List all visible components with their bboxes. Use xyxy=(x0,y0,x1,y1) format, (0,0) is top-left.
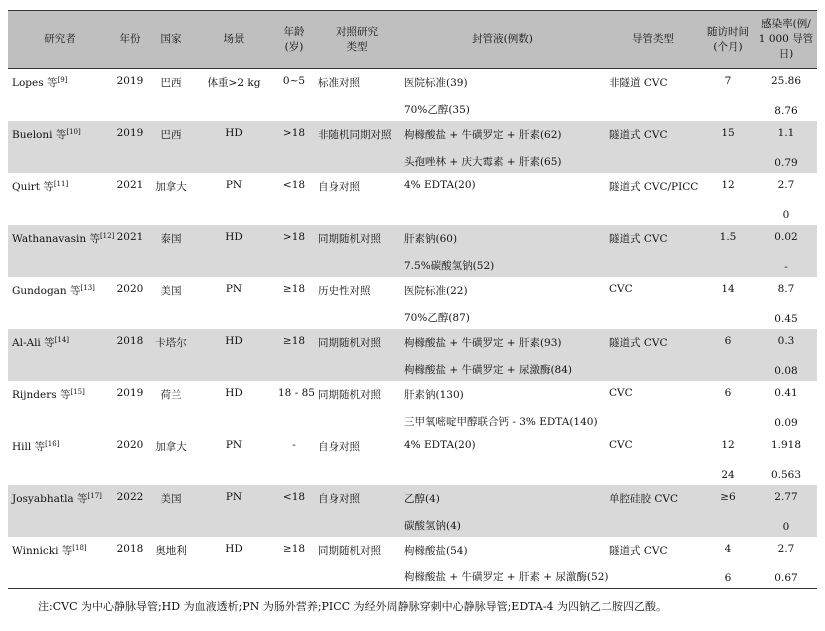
citation-ref: [13] xyxy=(80,283,95,292)
cell-age: - xyxy=(292,438,296,451)
table-row xyxy=(8,121,817,147)
cell-country xyxy=(148,95,194,121)
cell-researcher xyxy=(8,277,112,303)
table-row xyxy=(8,199,817,225)
cell-infection-rate: 25.86 xyxy=(770,75,802,87)
study-group xyxy=(8,225,817,277)
cell-control-type: 同期随机对照 xyxy=(318,544,381,557)
citation-ref: [17] xyxy=(87,491,102,500)
cell-infection-rate: 0.67 xyxy=(755,563,817,589)
cell-scene xyxy=(194,407,274,433)
cell-follow-up: 6 xyxy=(724,386,732,399)
col-header-control-l1: 对照研究 xyxy=(336,25,378,38)
cell-country: 巴西 xyxy=(160,77,182,89)
cell-lock-solution: 头孢唑林 + 庆大霉素 + 肝素(65) xyxy=(400,147,605,173)
cell-infection-rate: 0.09 xyxy=(774,416,798,429)
col-header-inf-l2: 1 000 导管日) xyxy=(758,33,814,60)
cell-infection-rate: 0 xyxy=(782,208,790,221)
cell-catheter: 隧道式 CVC xyxy=(609,544,668,557)
col-header-infection-rate xyxy=(755,11,817,69)
cell-scene xyxy=(194,303,274,329)
col-header-country: 国家 xyxy=(148,11,194,69)
cell-infection-rate: 1.918 xyxy=(770,438,802,451)
cell-catheter: 隧道式 CVC/PICC xyxy=(609,180,699,193)
cell-country: 荷兰 xyxy=(160,388,182,401)
cell-catheter xyxy=(605,303,701,329)
cell-researcher xyxy=(8,303,112,329)
cell-age: 18 - 85 xyxy=(278,386,315,399)
cell-researcher xyxy=(8,407,112,433)
table-row xyxy=(8,485,817,511)
cell-control-type: 同期随机对照 xyxy=(314,225,400,251)
table-row xyxy=(8,147,817,173)
cell-catheter: 隧道式 CVC xyxy=(605,121,701,147)
citation-ref: [12] xyxy=(99,231,115,240)
cell-year xyxy=(112,95,148,121)
table-row xyxy=(8,303,817,329)
cell-catheter: 隧道式 CVC xyxy=(605,329,701,355)
cell-country xyxy=(148,563,194,589)
cell-lock-solution: 枸橼酸盐 + 牛磺罗定 + 肝素(62) xyxy=(400,121,605,147)
table-row xyxy=(8,173,817,199)
citation-ref: [16] xyxy=(45,439,60,448)
cell-scene: 体重>2 kg xyxy=(207,77,261,89)
cell-lock-solution: 医院标准(39) xyxy=(404,77,468,89)
cell-follow-up: 6 xyxy=(701,329,755,355)
cell-year: 2021 xyxy=(112,225,148,251)
cell-infection-rate: 2.7 xyxy=(777,542,795,555)
col-header-scene: 场景 xyxy=(194,11,274,69)
cell-lock-solution: 70%乙醇(35) xyxy=(404,103,470,116)
cell-infection-rate: 1.1 xyxy=(755,121,817,147)
cell-lock-solution xyxy=(400,459,605,485)
cell-follow-up xyxy=(701,407,755,433)
cell-age: 0~5 xyxy=(282,75,306,87)
cell-country xyxy=(148,355,194,381)
cell-control-type xyxy=(314,251,400,277)
cell-age: ≥18 xyxy=(282,542,306,555)
researcher-name: Gundogan 等 xyxy=(12,284,81,297)
col-header-follow-l1: 随访时间 xyxy=(707,25,749,38)
table-footnote: 注:CVC 为中心静脉导管;HD 为血液透析;PN 为肠外营养;PICC 为经外周静脉穿刺中心静脉导管;EDTA-4 为四钠乙二胺四乙酸。 xyxy=(38,600,668,613)
cell-control-type: 自身对照 xyxy=(314,485,400,511)
cell-scene xyxy=(194,511,274,537)
cell-control-type xyxy=(314,303,400,329)
cell-country xyxy=(148,303,194,329)
citation-ref: [10] xyxy=(66,127,81,136)
cell-age: >18 xyxy=(274,225,314,251)
cell-follow-up: 14 xyxy=(721,282,735,295)
cell-scene: PN xyxy=(225,438,243,451)
cell-lock-solution: 碳酸氢钠(4) xyxy=(400,511,605,537)
cell-age xyxy=(274,355,314,381)
cell-year xyxy=(112,563,148,589)
cell-scene: PN xyxy=(194,485,274,511)
table-header-row xyxy=(8,11,817,69)
cell-follow-up: 15 xyxy=(701,121,755,147)
col-header-researcher: 研究者 xyxy=(8,11,112,69)
cell-control-type xyxy=(314,459,400,485)
cell-lock-solution: 三甲氧嘧啶甲醇联合钙 - 3% EDTA(140) xyxy=(404,415,598,428)
cell-country xyxy=(148,511,194,537)
cell-lock-solution: 7.5%碳酸氢钠(52) xyxy=(400,251,605,277)
cell-scene: HD xyxy=(194,225,274,251)
cell-infection-rate: 0.45 xyxy=(774,312,798,325)
cell-country: 加拿大 xyxy=(155,440,187,453)
cell-lock-solution: 肝素钠(60) xyxy=(400,225,605,251)
researcher-name: Lopes 等 xyxy=(12,77,58,89)
citation-ref: [18] xyxy=(72,543,87,552)
cell-researcher xyxy=(8,563,112,589)
cell-control-type xyxy=(314,95,400,121)
cell-year: 2022 xyxy=(112,485,148,511)
cell-lock-solution xyxy=(400,199,605,225)
cell-year: 2021 xyxy=(116,178,144,191)
col-header-catheter: 导管类型 xyxy=(605,11,701,69)
cell-scene: HD xyxy=(194,329,274,355)
col-header-inf-l1: 感染率(例/ xyxy=(761,18,811,30)
cell-scene: HD xyxy=(225,386,243,399)
cell-researcher xyxy=(8,121,112,147)
table-row xyxy=(8,537,817,563)
cell-year: 2020 xyxy=(116,438,144,451)
study-group xyxy=(8,121,817,173)
cell-lock-solution: 枸橼酸盐 + 牛磺罗定 + 肝素 + 尿激酶(52) xyxy=(400,563,605,589)
cell-follow-up: 1.5 xyxy=(701,225,755,251)
table-row xyxy=(8,433,817,459)
cell-year: 2020 xyxy=(116,282,144,295)
cell-follow-up xyxy=(701,251,755,277)
researcher-name: Al-Ali 等 xyxy=(12,336,55,349)
cell-catheter: 非隧道 CVC xyxy=(609,77,668,89)
cell-lock-solution: 4% EDTA(20) xyxy=(404,178,476,191)
cell-catheter xyxy=(605,147,701,173)
cell-catheter xyxy=(605,459,701,485)
cell-age xyxy=(274,95,314,121)
researcher-name: Wathanavasin 等 xyxy=(12,232,100,245)
cell-infection-rate: 8.7 xyxy=(777,282,795,295)
cell-follow-up xyxy=(701,147,755,173)
cell-age xyxy=(274,563,314,589)
cell-follow-up: 7 xyxy=(724,75,732,87)
cell-follow-up xyxy=(701,199,755,225)
cell-infection-rate: - xyxy=(755,251,817,277)
cell-catheter: CVC xyxy=(609,282,633,295)
cell-lock-solution: 枸橼酸盐 + 牛磺罗定 + 尿激酶(84) xyxy=(400,355,605,381)
cell-researcher xyxy=(8,69,112,95)
cell-follow-up xyxy=(701,355,755,381)
table-row xyxy=(8,95,817,121)
cell-infection-rate: 8.76 xyxy=(774,104,798,117)
citation-ref: [15] xyxy=(70,387,85,396)
cell-infection-rate: 2.7 xyxy=(777,178,795,191)
cell-researcher xyxy=(8,95,112,121)
cell-follow-up xyxy=(701,511,755,537)
cell-infection-rate: 0 xyxy=(755,511,817,537)
table-row xyxy=(8,459,817,485)
cell-country xyxy=(148,147,194,173)
col-header-lock-solution: 封管液(例数) xyxy=(400,11,605,69)
study-group xyxy=(8,537,817,589)
cell-scene xyxy=(194,199,274,225)
table-row xyxy=(8,277,817,303)
cell-age: ≥18 xyxy=(274,329,314,355)
table-row xyxy=(8,329,817,355)
cell-researcher xyxy=(8,485,112,511)
cell-infection-rate: 0.41 xyxy=(774,386,798,399)
cell-control-type: 标准对照 xyxy=(318,77,360,89)
cell-catheter: 隧道式 CVC xyxy=(605,225,701,251)
cell-country: 美国 xyxy=(160,284,182,297)
cell-follow-up xyxy=(701,303,755,329)
cell-scene: HD xyxy=(194,121,274,147)
cell-age: <18 xyxy=(274,485,314,511)
cell-age xyxy=(274,199,314,225)
cell-scene xyxy=(194,355,274,381)
col-header-follow-l2: (个月) xyxy=(713,40,743,53)
cell-control-type xyxy=(314,511,400,537)
cell-lock-solution: 医院标准(22) xyxy=(404,284,468,297)
cell-control-type: 自身对照 xyxy=(318,440,360,453)
cell-catheter xyxy=(605,95,701,121)
cell-year xyxy=(112,199,148,225)
cell-country: 卡塔尔 xyxy=(148,329,194,355)
cell-year xyxy=(112,355,148,381)
cell-researcher xyxy=(8,355,112,381)
cell-catheter xyxy=(605,355,701,381)
cell-year xyxy=(112,147,148,173)
cell-year: 2019 xyxy=(116,386,144,399)
cell-catheter xyxy=(605,199,701,225)
cell-follow-up: ≥6 xyxy=(701,485,755,511)
cell-year: 2018 xyxy=(116,542,144,555)
cell-control-type xyxy=(314,199,400,225)
cell-country: 奥地利 xyxy=(155,544,187,557)
citation-ref: [14] xyxy=(54,335,70,344)
cell-lock-solution: 肝素钠(130) xyxy=(404,388,464,401)
table-row xyxy=(8,69,817,95)
study-group xyxy=(8,381,817,433)
cell-researcher xyxy=(8,329,112,355)
cell-scene xyxy=(194,147,274,173)
cell-year xyxy=(112,251,148,277)
cell-age: ≥18 xyxy=(282,282,306,295)
cell-control-type: 同期随机对照 xyxy=(318,388,381,401)
col-header-control-l2: 类型 xyxy=(346,40,368,53)
cell-control-type xyxy=(314,407,400,433)
cell-age: <18 xyxy=(282,178,306,191)
cell-age xyxy=(274,303,314,329)
cell-infection-rate: 0.563 xyxy=(770,468,802,481)
cell-scene xyxy=(194,95,274,121)
cell-control-type: 同期随机对照 xyxy=(314,329,400,355)
cell-country xyxy=(148,407,194,433)
citation-ref: [11] xyxy=(53,179,69,188)
cell-researcher xyxy=(8,511,112,537)
cell-country: 美国 xyxy=(148,485,194,511)
researcher-name: Josyabhatla 等 xyxy=(12,492,88,505)
cell-researcher xyxy=(8,459,112,485)
cell-catheter: 单腔硅胶 CVC xyxy=(605,485,701,511)
cell-country: 加拿大 xyxy=(155,180,187,193)
cell-control-type: 非随机同期对照 xyxy=(314,121,400,147)
col-header-age xyxy=(274,11,314,69)
cell-researcher xyxy=(8,433,112,459)
researcher-name: Winnicki 等 xyxy=(12,544,73,557)
table-row xyxy=(8,563,817,589)
cell-country xyxy=(148,459,194,485)
table-row xyxy=(8,251,817,277)
cell-researcher xyxy=(8,173,112,199)
citation-ref: [9] xyxy=(57,76,68,84)
cell-lock-solution: 70%乙醇(87) xyxy=(404,311,470,324)
table-row xyxy=(8,407,817,433)
cell-scene: PN xyxy=(225,282,243,295)
cell-control-type: 自身对照 xyxy=(318,180,360,193)
cell-infection-rate: 0.3 xyxy=(755,329,817,355)
cell-lock-solution: 4% EDTA(20) xyxy=(404,438,476,451)
cell-lock-solution: 乙醇(4) xyxy=(400,485,605,511)
cell-catheter: CVC xyxy=(609,386,633,399)
cell-control-type xyxy=(314,355,400,381)
cell-control-type xyxy=(314,563,400,589)
cell-age xyxy=(274,147,314,173)
cell-catheter: CVC xyxy=(609,438,633,451)
cell-follow-up: 12 xyxy=(721,178,735,191)
cell-infection-rate: 0.79 xyxy=(755,147,817,173)
cell-country: 泰国 xyxy=(148,225,194,251)
cell-year xyxy=(112,303,148,329)
cell-country xyxy=(148,199,194,225)
cell-age: >18 xyxy=(274,121,314,147)
cell-year xyxy=(112,511,148,537)
study-group xyxy=(8,329,817,381)
cell-lock-solution: 枸橼酸盐 + 牛磺罗定 + 肝素(93) xyxy=(400,329,605,355)
cell-age xyxy=(274,251,314,277)
cell-scene: PN xyxy=(225,178,243,191)
study-group xyxy=(8,433,817,485)
cell-control-type: 历史性对照 xyxy=(318,284,371,297)
cell-infection-rate: 0.02 xyxy=(755,225,817,251)
cell-follow-up: 24 xyxy=(721,468,735,481)
col-header-follow-up xyxy=(701,11,755,69)
study-group xyxy=(8,173,817,225)
table-row xyxy=(8,225,817,251)
cell-lock-solution: 枸橼酸盐(54) xyxy=(404,544,468,557)
table-row xyxy=(8,381,817,407)
col-header-control xyxy=(314,11,400,69)
cell-researcher xyxy=(8,199,112,225)
cell-control-type xyxy=(314,147,400,173)
cell-researcher xyxy=(8,225,115,251)
cell-follow-up: 12 xyxy=(721,438,735,451)
cell-follow-up xyxy=(701,95,755,121)
cell-catheter xyxy=(605,563,701,589)
cell-age xyxy=(274,407,314,433)
col-header-age-l1: 年龄 xyxy=(283,25,305,38)
study-group xyxy=(8,485,817,537)
cell-scene xyxy=(194,563,274,589)
cell-researcher xyxy=(8,147,112,173)
cell-researcher xyxy=(8,251,112,277)
study-group xyxy=(8,69,817,121)
cell-catheter xyxy=(605,407,701,433)
study-table xyxy=(8,10,817,589)
cell-age xyxy=(274,459,314,485)
cell-catheter xyxy=(605,511,701,537)
cell-scene xyxy=(194,251,274,277)
cell-catheter xyxy=(605,251,701,277)
researcher-name: Rijnders 等 xyxy=(12,388,71,401)
col-header-year: 年份 xyxy=(112,11,148,69)
cell-year: 2019 xyxy=(116,75,144,87)
cell-age xyxy=(274,511,314,537)
cell-country: 巴西 xyxy=(148,121,194,147)
researcher-name: Hill 等 xyxy=(12,440,46,453)
cell-follow-up: 4 xyxy=(724,542,732,555)
col-header-age-l2: (岁) xyxy=(284,40,304,53)
cell-scene: HD xyxy=(225,542,243,555)
cell-infection-rate: 0.08 xyxy=(755,355,817,381)
cell-year xyxy=(112,459,148,485)
cell-infection-rate: 2.77 xyxy=(755,485,817,511)
cell-year: 2019 xyxy=(112,121,148,147)
cell-researcher xyxy=(8,381,112,407)
table-row xyxy=(8,355,817,381)
cell-country xyxy=(148,251,194,277)
cell-scene xyxy=(194,459,274,485)
cell-follow-up: 6 xyxy=(701,563,755,589)
researcher-name: Bueloni 等 xyxy=(12,128,67,141)
cell-year xyxy=(112,407,148,433)
table-row xyxy=(8,511,817,537)
cell-year: 2018 xyxy=(112,329,148,355)
study-group xyxy=(8,277,817,329)
researcher-name: Quirt 等 xyxy=(12,180,54,193)
cell-researcher xyxy=(8,537,112,563)
